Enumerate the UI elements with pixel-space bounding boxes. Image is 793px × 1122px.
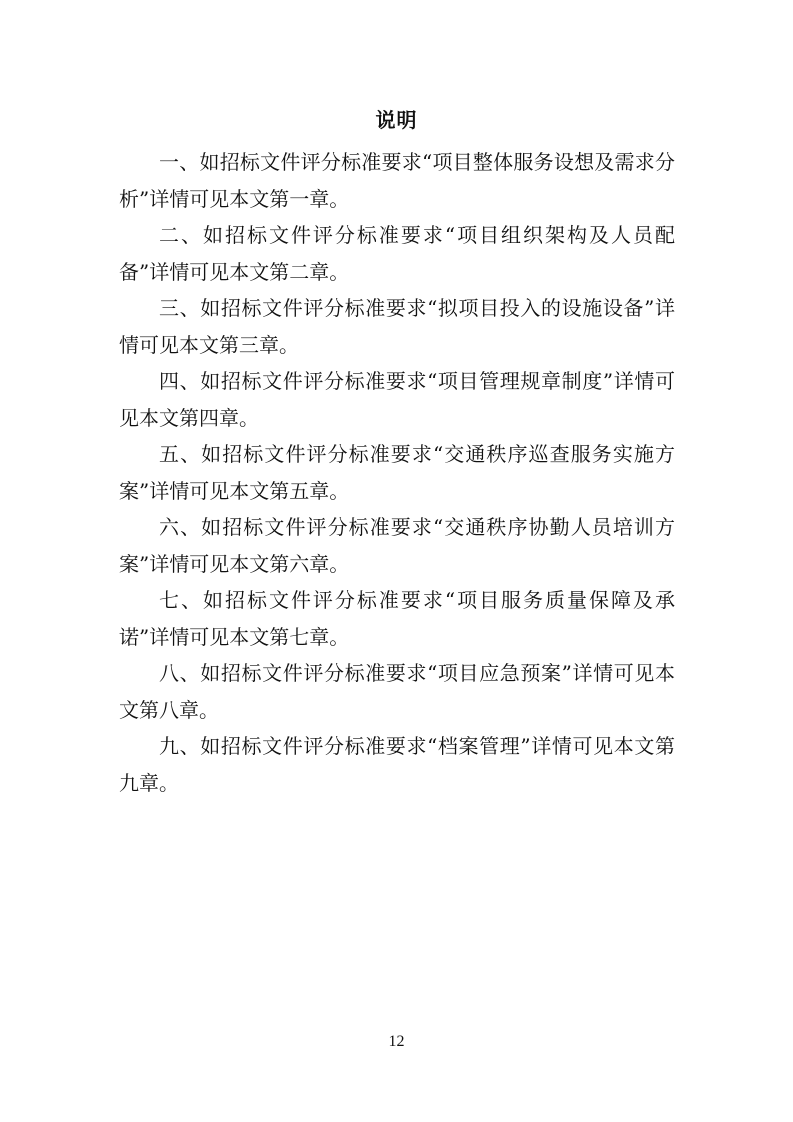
paragraph-9: 九、如招标文件评分标准要求“档案管理”详情可见本文第九章。 <box>119 734 675 795</box>
page-number: 12 <box>388 1033 405 1050</box>
paragraph-2: 二、如招标文件评分标准要求“项目组织架构及人员配备”详情可见本文第二章。 <box>119 223 675 284</box>
paragraph-6: 六、如招标文件评分标准要求“交通秩序协勤人员培训方案”详情可见本文第六章。 <box>119 515 675 576</box>
paragraph-1: 一、如招标文件评分标准要求“项目整体服务设想及需求分析”详情可见本文第一章。 <box>119 150 675 211</box>
paragraph-4: 四、如招标文件评分标准要求“项目管理规章制度”详情可见本文第四章。 <box>119 369 675 430</box>
paragraph-7: 七、如招标文件评分标准要求“项目服务质量保障及承诺”详情可见本文第七章。 <box>119 588 675 649</box>
document-body <box>119 144 675 801</box>
paragraph-3: 三、如招标文件评分标准要求“拟项目投入的设施设备”详情可见本文第三章。 <box>119 296 675 357</box>
paragraph-5: 五、如招标文件评分标准要求“交通秩序巡查服务实施方案”详情可见本文第五章。 <box>119 442 675 503</box>
page-title: 说明 <box>375 108 418 132</box>
paragraph-8: 八、如招标文件评分标准要求“项目应急预案”详情可见本文第八章。 <box>119 661 675 722</box>
